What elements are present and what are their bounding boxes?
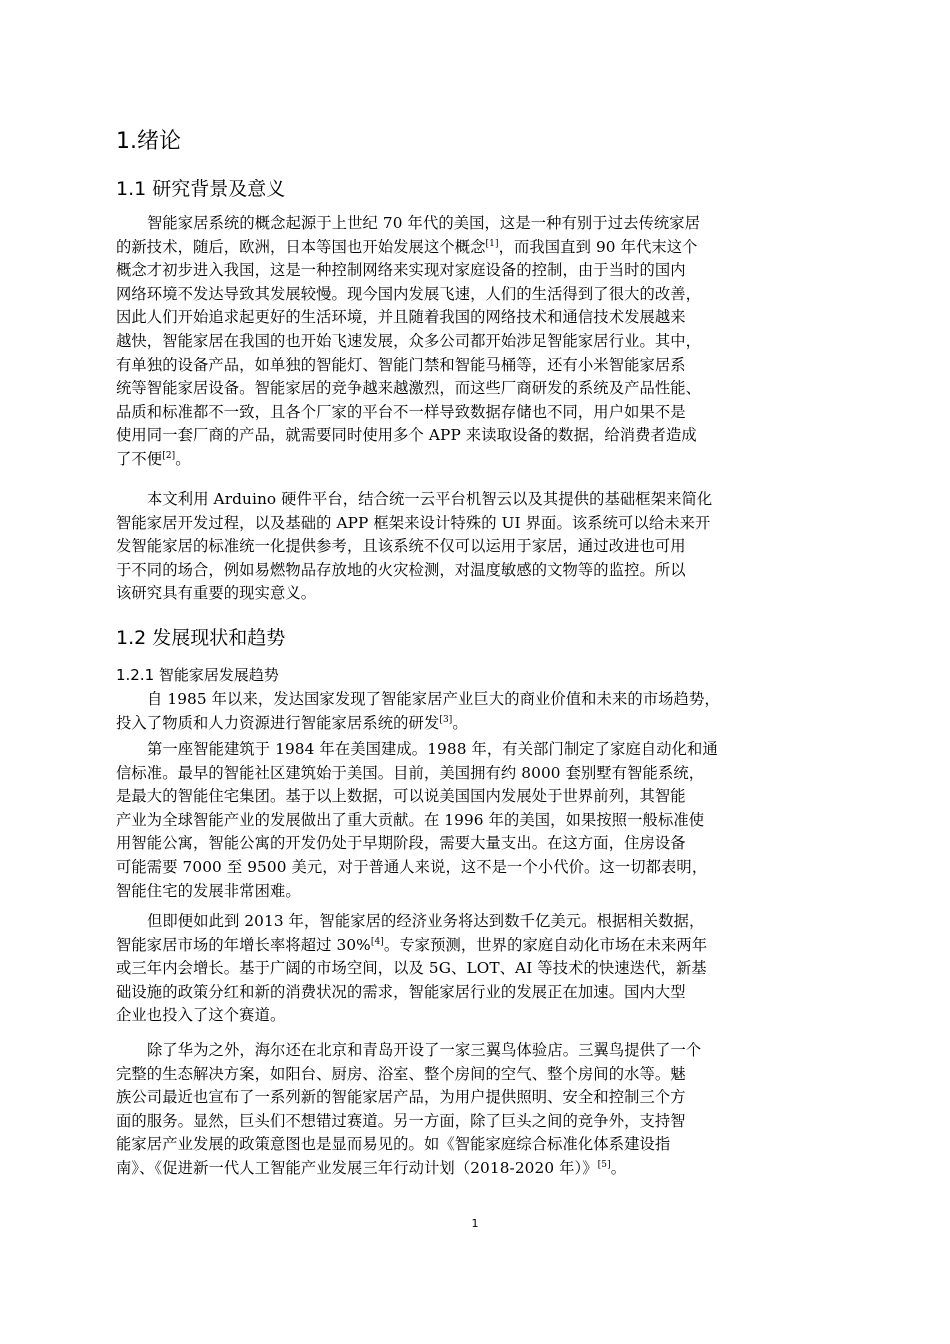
paragraph-background-2 <box>116 488 856 606</box>
text-line: 本文利用 Arduino 硬件平台，结合统一云平台机智云以及其提供的基础框架来简化 <box>147 490 713 508</box>
text-line: 使用同一套厂商的产品，就需要同时使用多个 APP 来读取设备的数据，给消费者造成 <box>116 426 697 445</box>
text-line: 企业也投入了这个赛道。 <box>116 1006 286 1025</box>
paragraph-trend-3 <box>116 910 856 1028</box>
citation-ref: [4] <box>370 936 384 947</box>
section-heading-1-2: 1.2 发展现状和趋势 <box>116 627 286 649</box>
text-line: 品质和标准都不一致，且各个厂家的平台不一样导致数据存储也不同，用户如果不是 <box>116 402 686 421</box>
text-line: 智能家居系统的概念起源于上世纪 70 年代的美国，这是一种有别于过去传统家居 <box>147 214 701 232</box>
text-line: 除了华为之外，海尔还在北京和青岛开设了一家三翼鸟体验店。三翼鸟提供了一个 <box>147 1041 702 1059</box>
text-line: 智能住宅的发展非常困难。 <box>116 881 301 900</box>
text-line: 产业为全球智能产业的发展做出了重大贡献。在 1996 年的美国，如果按照一般标准使 <box>116 810 705 829</box>
text-line: 族公司最近也宣布了一系列新的智能家居产品，为用户提供照明、安全和控制三个方 <box>116 1088 686 1107</box>
citation-ref: [1] <box>485 238 499 249</box>
text-line: 但即便如此到 2013 年，智能家居的经济业务将达到数千亿美元。根据相关数据， <box>147 912 705 930</box>
text-line: 网络环境不发达导致其发展较慢。现今国内发展飞速，人们的生活得到了很大的改善， <box>116 284 702 303</box>
text-line: 发智能家居的标准统一化提供参考，且该系统不仅可以运用于家居，通过改进也可用 <box>116 537 686 556</box>
text-line: 是最大的智能住宅集团。基于以上数据，可以说美国国内发展处于世界前列，其智能 <box>116 787 686 806</box>
text-line: 于不同的场合，例如易燃物品存放地的火灾检测，对温度敏感的文物等的监控。所以 <box>116 560 686 579</box>
text-line: 越快，智能家居在我国的也开始飞速发展，众多公司都开始涉足智能家居行业。其中， <box>116 331 702 350</box>
paragraph-trend-1 <box>116 688 856 735</box>
text-line: 的新技术，随后，欧洲，日本等国也开始发展这个概念[1]，而我国直到 90 年代末这个 <box>116 237 698 256</box>
citation-ref: [3] <box>439 714 453 725</box>
text-line: 面的服务。显然，巨头们不想错过赛道。另一方面，除了巨头之间的竞争外，支持智 <box>116 1111 686 1130</box>
chapter-heading: 1.绪论 <box>116 129 181 154</box>
text-line: 能家居产业发展的政策意图也是显而易见的。如《智能家庭综合标准化体系建设指 <box>116 1135 671 1154</box>
paragraph-background-1 <box>116 212 856 472</box>
text-line: 第一座智能建筑于 1984 年在美国建成。1988 年，有关部门制定了家庭自动化和通 <box>147 740 718 758</box>
text-line: 用智能公寓，智能公寓的开发仍处于早期阶段，需要大量支出。在这方面，住房设备 <box>116 834 686 853</box>
text-line: 础设施的政策分红和新的消费状况的需求，智能家居行业的发展正在加速。国内大型 <box>116 982 686 1001</box>
text-line: 因此人们开始追求起更好的生活环境，并且随着我国的网络技术和通信技术发展越来 <box>116 308 686 327</box>
paragraph-trend-2 <box>116 738 856 903</box>
text-line: 南》、《促进新一代人工智能产业发展三年行动计划（2018-2020 年）》[5]。 <box>116 1158 627 1177</box>
section-heading-1-1: 1.1 研究背景及意义 <box>116 178 286 200</box>
text-line: 智能家居开发过程，以及基础的 APP 框架来设计特殊的 UI 界面。该系统可以给未来开 <box>116 513 711 532</box>
text-line: 了不便[2]。 <box>116 449 191 468</box>
text-line: 完整的生态解决方案，如阳台、厨房、浴室、整个房间的空气、整个房间的水等。魅 <box>116 1064 686 1083</box>
paragraph-trend-4 <box>116 1039 856 1181</box>
text-line: 概念才初步进入我国，这是一种控制网络来实现对家庭设备的控制，由于当时的国内 <box>116 261 686 280</box>
text-line: 该研究具有重要的现实意义。 <box>116 584 317 603</box>
subsection-heading-1-2-1: 1.2.1 智能家居发展趋势 <box>116 666 279 684</box>
citation-ref: [5] <box>597 1159 611 1170</box>
text-line: 可能需要 7000 至 9500 美元，对于普通人来说，这不是一个小代价。这一切都表明， <box>116 857 708 876</box>
citation-ref: [2] <box>162 450 176 461</box>
text-line: 信标准。最早的智能社区建筑始于美国。目前，美国拥有约 8000 套别墅有智能系统， <box>116 763 705 782</box>
text-line: 自 1985 年以来，发达国家发现了智能家居产业巨大的商业价值和未来的市场趋势， <box>147 690 720 708</box>
text-line: 统等智能家居设备。智能家居的竞争越来越激烈，而这些厂商研发的系统及产品性能、 <box>116 379 702 398</box>
text-line: 智能家居市场的年增长率将超过 30%[4]。专家预测，世界的家庭自动化市场在未来两年 <box>116 935 708 954</box>
text-line: 有单独的设备产品，如单独的智能灯、智能门禁和智能马桶等，还有小米智能家居系 <box>116 355 686 374</box>
text-line: 投入了物质和人力资源进行智能家居系统的研发[3]。 <box>116 713 468 732</box>
page-number: 1 <box>471 1217 479 1230</box>
text-line: 或三年内会增长。基于广阔的市场空间，以及 5G、LOT、AI 等技术的快速迭代，新基 <box>116 959 707 978</box>
